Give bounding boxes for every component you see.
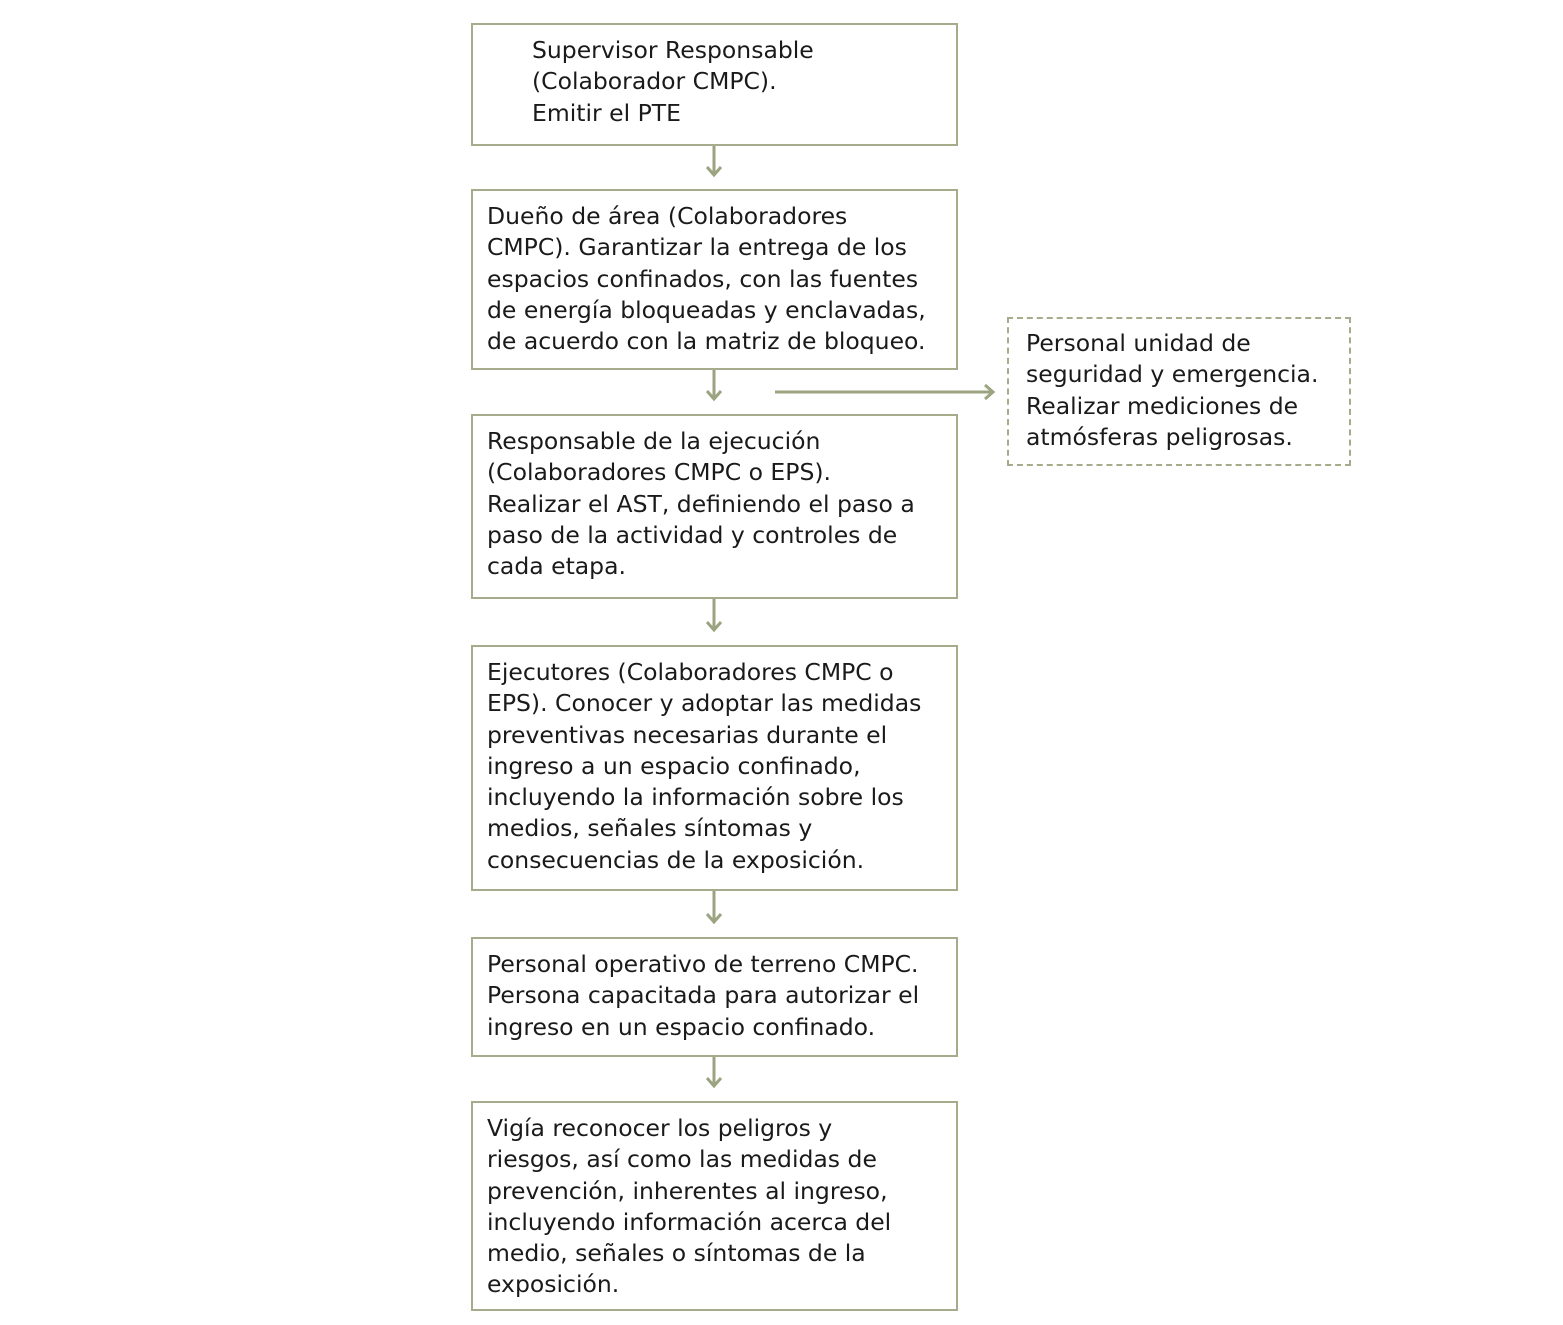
node-text-line: Dueño de área (Colaboradores bbox=[487, 202, 848, 230]
node-text-line: Realizar mediciones de bbox=[1026, 391, 1299, 420]
node-text-line: (Colaborador CMPC). bbox=[532, 67, 777, 96]
node-text-line: paso de la actividad y controles de bbox=[487, 520, 898, 549]
node-text-line: de energía bloqueadas y enclavadas, bbox=[487, 295, 926, 324]
node-dueno-de-area bbox=[471, 189, 958, 370]
node-text-line: Responsable de la ejecución bbox=[487, 427, 821, 455]
node-text-line: Ejecutores (Colaboradores CMPC o bbox=[487, 658, 894, 686]
arrowhead-supervisor-to-dueno bbox=[707, 167, 721, 175]
node-text-line: de acuerdo con la matriz de bloqueo. bbox=[487, 327, 926, 356]
node-text-line: atmósferas peligrosas. bbox=[1026, 422, 1293, 451]
node-responsable-ejecucion bbox=[471, 414, 958, 599]
node-text-line: incluyendo la información sobre los bbox=[487, 783, 904, 812]
node-text-line: consecuencias de la exposición. bbox=[487, 845, 865, 874]
node-text-line: Personal operativo de terreno CMPC. bbox=[487, 950, 919, 978]
node-text-line: espacios confinados, con las fuentes bbox=[487, 264, 919, 293]
node-text-line: Realizar el AST, definiendo el paso a bbox=[487, 489, 915, 518]
node-text-line: CMPC). Garantizar la entrega de los bbox=[487, 233, 907, 262]
node-text-line: seguridad y emergencia. bbox=[1026, 360, 1319, 389]
node-ejecutores bbox=[471, 645, 958, 891]
node-text-line: riesgos, así como las medidas de bbox=[487, 1145, 877, 1174]
arrowhead-operativo-to-vigia bbox=[707, 1078, 721, 1086]
node-text-line: ingreso en un espacio confinado. bbox=[487, 1012, 876, 1041]
node-text-line: medio, señales o síntomas de la bbox=[487, 1239, 866, 1268]
arrowhead-ejecutores-to-operativo bbox=[707, 914, 721, 922]
node-text-line: Persona capacitada para autorizar el bbox=[487, 981, 920, 1010]
node-seguridad-emergencia bbox=[1007, 317, 1351, 466]
node-supervisor-responsable bbox=[471, 23, 958, 146]
node-text-line: cada etapa. bbox=[487, 552, 626, 581]
node-text-line: medios, señales síntomas y bbox=[487, 814, 813, 843]
node-text-line: preventivas necesarias durante el bbox=[487, 720, 888, 749]
node-text-line: ingreso a un espacio confinado, bbox=[487, 751, 861, 780]
node-text-line: Vigía reconocer los peligros y bbox=[487, 1114, 833, 1142]
node-text-line: (Colaboradores CMPC o EPS). bbox=[487, 458, 832, 487]
node-text-line: prevención, inherentes al ingreso, bbox=[487, 1176, 888, 1205]
arrowhead-responsable-to-ejecutores bbox=[707, 622, 721, 630]
node-text-line: Personal unidad de bbox=[1026, 329, 1251, 357]
node-vigia bbox=[471, 1101, 958, 1311]
node-text-line: incluyendo información acerca del bbox=[487, 1207, 892, 1236]
node-text-line: exposición. bbox=[487, 1270, 620, 1299]
node-personal-operativo bbox=[471, 937, 958, 1057]
arrowhead-dueno-to-responsable bbox=[707, 391, 721, 399]
node-text-line: EPS). Conocer y adoptar las medidas bbox=[487, 689, 922, 718]
arrowhead-dueno-to-seguridad bbox=[985, 385, 993, 399]
node-text-line: Emitir el PTE bbox=[532, 98, 681, 127]
node-text-line: Supervisor Responsable bbox=[532, 36, 814, 64]
